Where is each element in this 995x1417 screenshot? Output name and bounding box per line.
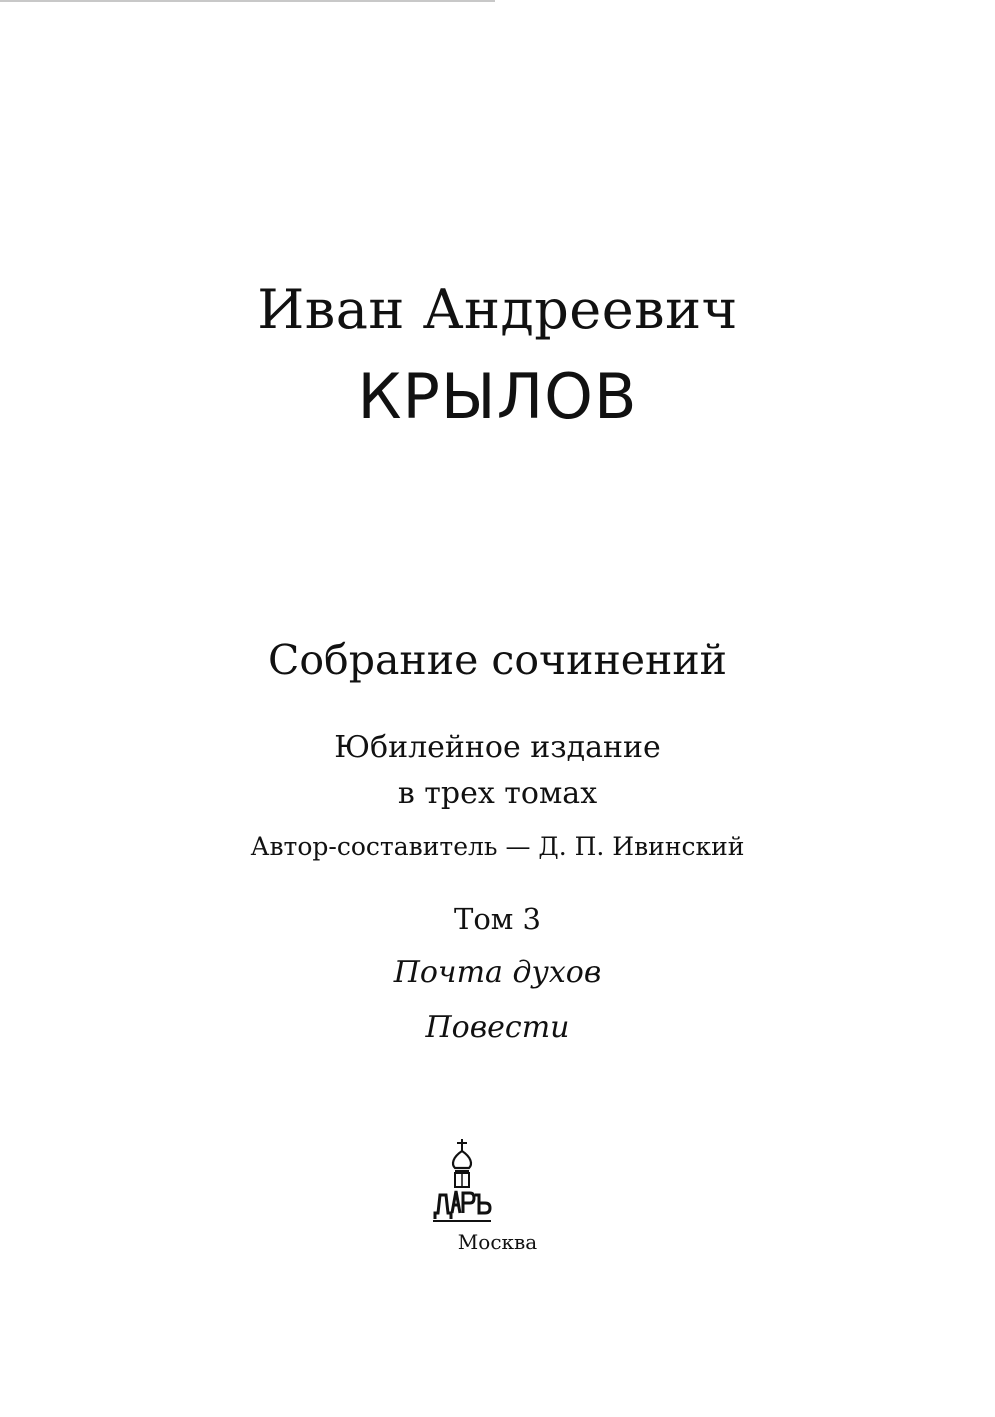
publisher-logo-icon	[427, 1137, 497, 1225]
publication-city: Москва	[457, 1230, 538, 1254]
volume-work-title: Почта духов	[393, 955, 602, 990]
author-surname: КРЫЛОВ	[357, 360, 638, 433]
compiler-credit: Автор-составитель — Д. П. Ивинский	[250, 832, 745, 861]
volume-work-title: Повести	[425, 1010, 570, 1045]
volume-number: Том 3	[453, 902, 542, 936]
top-edge-rule	[0, 0, 495, 2]
author-name: Иван Андреевич	[257, 278, 738, 341]
edition-volumes-line: в трех томах	[397, 776, 598, 811]
edition-line: Юбилейное издание	[334, 730, 661, 765]
collection-title: Собрание сочинений	[267, 636, 728, 684]
